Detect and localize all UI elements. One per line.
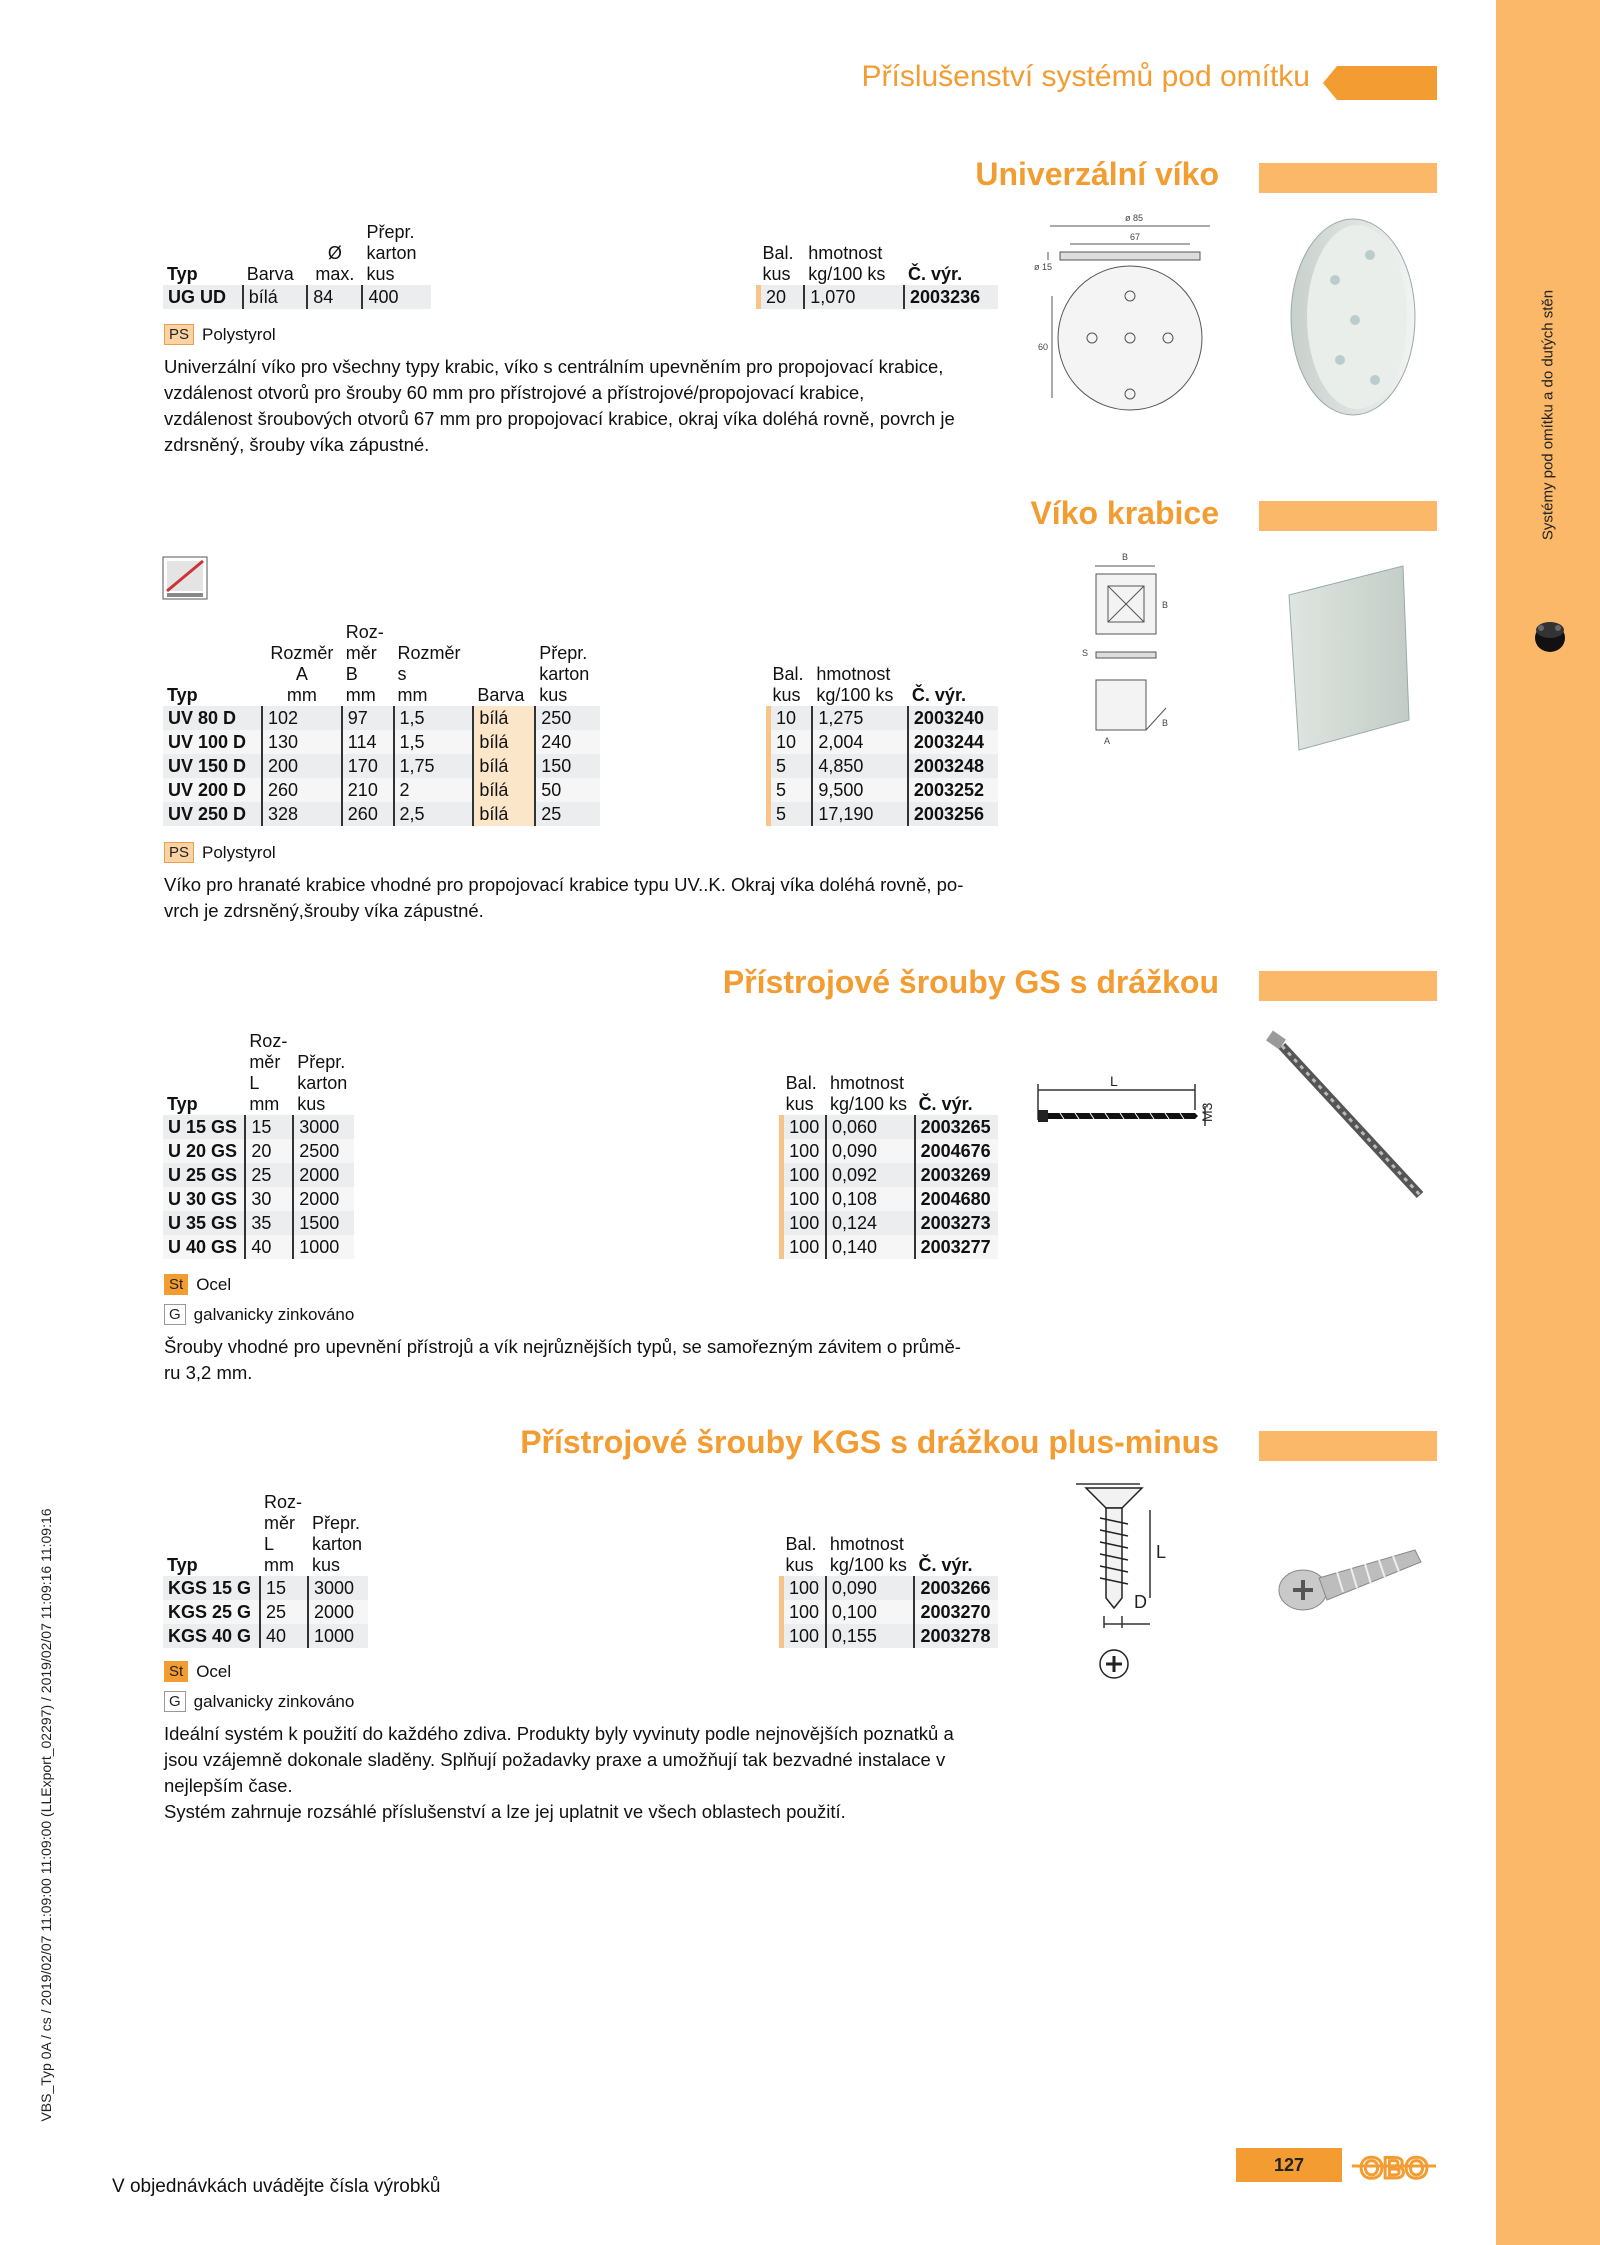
kgs-screw-photo	[1275, 1540, 1425, 1615]
dim-label: B	[1162, 718, 1169, 728]
col-header: hmotnost kg/100 ks	[829, 1534, 907, 1575]
footer-note: V objednávkách uvádějte čísla výrobků	[112, 2176, 441, 2197]
dim-label: L	[1156, 1542, 1167, 1562]
universal-lid-drawing	[1030, 208, 1225, 423]
table-row: UV 150 D 200 170 1,75 bílá 150 5 4,850 2003248	[163, 754, 998, 778]
table-universal-lid	[163, 222, 998, 309]
col-header: Č. výr.	[908, 264, 963, 284]
box-lid-drawing	[1070, 548, 1180, 753]
col-header: Barva	[246, 264, 294, 284]
col-header: Bal. kus	[785, 1073, 817, 1114]
svg-text:OBO: OBO	[1359, 2152, 1429, 2185]
table-row: U 35 GS 35 1500 100 0,124 2003273	[163, 1211, 998, 1235]
table-row: UV 80 D 102 97 1,5 bílá 250 10 1,275 2003240	[163, 706, 998, 730]
table-row: KGS 15 G 15 3000 100 0,090 2003266	[163, 1576, 998, 1600]
table-row: U 20 GS 20 2500 100 0,090 2004676	[163, 1139, 998, 1163]
dim-label: S	[1082, 648, 1089, 658]
material-legend	[164, 1274, 231, 1295]
dim-label: ø 15	[1034, 262, 1053, 272]
section-bar	[1259, 501, 1437, 531]
flush-box-icon	[1531, 616, 1569, 656]
table-row: UG UD bílá 84 400 20 1,070 2003236	[163, 285, 998, 309]
col-header: Typ	[167, 1555, 198, 1575]
col-header: Přepr. karton kus	[366, 222, 417, 284]
table-row: UV 250 D 328 260 2,5 bílá 25 5 17,190 2003256	[163, 802, 998, 826]
section-bar	[1259, 1431, 1437, 1461]
material-code: PS	[164, 842, 194, 863]
col-header: hmotnost kg/100 ks	[816, 664, 894, 705]
col-header: Roz- měr L mm	[263, 1492, 302, 1575]
col-header: Č. výr.	[911, 685, 966, 705]
finish-code: G	[164, 1304, 186, 1325]
table-row: U 15 GS 15 3000 100 0,060 2003265	[163, 1115, 998, 1139]
finish-legend	[164, 1304, 354, 1325]
material-legend	[164, 842, 276, 863]
section-description: Šrouby vhodné pro upevnění přístrojů a vík nejrůznějších typů, se samořezným závitem o průmě- ru 3,2 mm.	[164, 1336, 961, 1383]
col-header: Přepr. karton kus	[311, 1513, 362, 1575]
material-code: St	[164, 1661, 188, 1682]
section-bar	[1259, 163, 1437, 193]
col-header: Bal. kus	[762, 243, 794, 284]
finish-legend	[164, 1691, 354, 1712]
dim-label: ø 85	[1125, 213, 1144, 223]
print-metadata: VBS_Typ 0A / cs / 2019/02/07 11:09:00 11:09:00 (LLExport_02297) / 2019/02/07 11:09:16 11:09:16	[38, 1508, 54, 2122]
col-header: Přepr. karton kus	[539, 643, 590, 705]
finish-label: galvanicky zinkováno	[193, 1691, 355, 1711]
table-box-lid	[163, 622, 998, 826]
page-number: 127	[1236, 2148, 1342, 2182]
col-header: Ø max.	[315, 243, 355, 284]
col-header: Barva	[477, 685, 525, 705]
section-title-gs-screws: Přístrojové šrouby GS s drážkou	[722, 964, 1219, 1000]
halogen-free-icon	[162, 556, 208, 600]
box-lid-photo	[1285, 560, 1415, 755]
table-row: U 40 GS 40 1000 100 0,140 2003277	[163, 1235, 998, 1259]
table-kgs-screws	[163, 1492, 998, 1648]
table-row: KGS 40 G 40 1000 100 0,155 2003278	[163, 1624, 998, 1648]
col-header: hmotnost kg/100 ks	[808, 243, 886, 284]
dim-label: 60	[1038, 342, 1049, 352]
section-description: Ideální systém k použití do každého zdiva. Produkty byly vyvinuty podle nejnovějších poznatků a jsou vzájemně dokonale sladěny. Splňují požadavky praxe a umožňují tak bezvadné instalace v nejlepším čase. Systém zahrnuje rozsáhlé příslušenství a lze jej uplatnit ve všech oblastech použití.	[164, 1723, 954, 1822]
col-header: Bal. kus	[772, 664, 804, 705]
col-header: Typ	[167, 685, 198, 705]
header-arrow-icon	[1323, 66, 1437, 100]
finish-code: G	[164, 1691, 186, 1712]
dim-label: B	[1122, 552, 1129, 562]
material-label: Polystyrol	[202, 324, 276, 344]
col-header: Č. výr.	[918, 1094, 973, 1114]
col-header: Typ	[167, 1094, 198, 1114]
section-bar	[1259, 971, 1437, 1001]
kgs-screw-drawing	[1070, 1478, 1180, 1694]
material-code: St	[164, 1274, 188, 1295]
col-header: Přepr. karton kus	[297, 1052, 348, 1114]
section-description: Univerzální víko pro všechny typy krabic, víko s centrálním upevněním pro propojovací krabice, vzdálenost otvorů pro šrouby 60 mm pro přístrojové a přístrojové/propojovací krabice, vzdálenost šroubových otvorů 67 mm pro propojovací krabice, okraj víka doléhá rovně, povrch je zdrsněný, šrouby víka zápustné.	[164, 356, 955, 455]
table-row: U 30 GS 30 2000 100 0,108 2004680	[163, 1187, 998, 1211]
table-row: U 25 GS 25 2000 100 0,092 2003269	[163, 1163, 998, 1187]
section-description: Víko pro hranaté krabice vhodné pro propojovací krabice typu UV..K. Okraj víka doléhá rovně, po- vrch je zdrsněný,šrouby víka zápustné.	[164, 874, 964, 921]
table-row: UV 200 D 260 210 2 bílá 50 5 9,500 2003252	[163, 778, 998, 802]
gs-screw-photo	[1260, 1030, 1430, 1205]
col-header: hmotnost kg/100 ks	[829, 1073, 908, 1114]
dim-label: D	[1134, 1592, 1147, 1612]
finish-label: galvanicky zinkováno	[193, 1304, 355, 1324]
dim-label: B	[1162, 600, 1169, 610]
table-row: KGS 25 G 25 2000 100 0,100 2003270	[163, 1600, 998, 1624]
col-header: Typ	[167, 264, 198, 284]
col-header: Bal. kus	[785, 1534, 817, 1575]
section-title-box-lid: Víko krabice	[1030, 495, 1219, 531]
material-label: Ocel	[196, 1661, 232, 1681]
table-row: UV 100 D 130 114 1,5 bílá 240 10 2,004 2003244	[163, 730, 998, 754]
table-gs-screws	[163, 1031, 998, 1259]
col-header: Rozměr A mm	[270, 643, 334, 705]
material-legend	[164, 324, 276, 345]
gs-screw-drawing	[1030, 1070, 1230, 1150]
col-header: Č. výr.	[918, 1555, 973, 1575]
section-title-universal-lid: Univerzální víko	[975, 156, 1219, 192]
obo-logo	[1352, 2146, 1436, 2186]
material-label: Polystyrol	[202, 842, 276, 862]
col-header: Roz- měr B mm	[345, 622, 384, 705]
col-header: Roz- měr L mm	[249, 1031, 288, 1114]
side-tab-label: Systémy pod omítku a do dutých stěn	[1539, 289, 1557, 541]
dim-label: A	[1104, 736, 1111, 746]
dim-label: 67	[1130, 232, 1141, 242]
material-legend	[164, 1661, 231, 1682]
col-header: Rozměr s mm	[397, 643, 461, 705]
page-header-title: Příslušenství systémů pod omítku	[861, 60, 1310, 93]
section-title-kgs-screws: Přístrojové šrouby KGS s drážkou plus-minus	[520, 1424, 1219, 1460]
dim-label: L	[1110, 1073, 1118, 1089]
universal-lid-photo	[1275, 215, 1425, 420]
material-code: PS	[164, 324, 194, 345]
dim-label: M3	[1199, 1102, 1215, 1122]
material-label: Ocel	[196, 1274, 232, 1294]
